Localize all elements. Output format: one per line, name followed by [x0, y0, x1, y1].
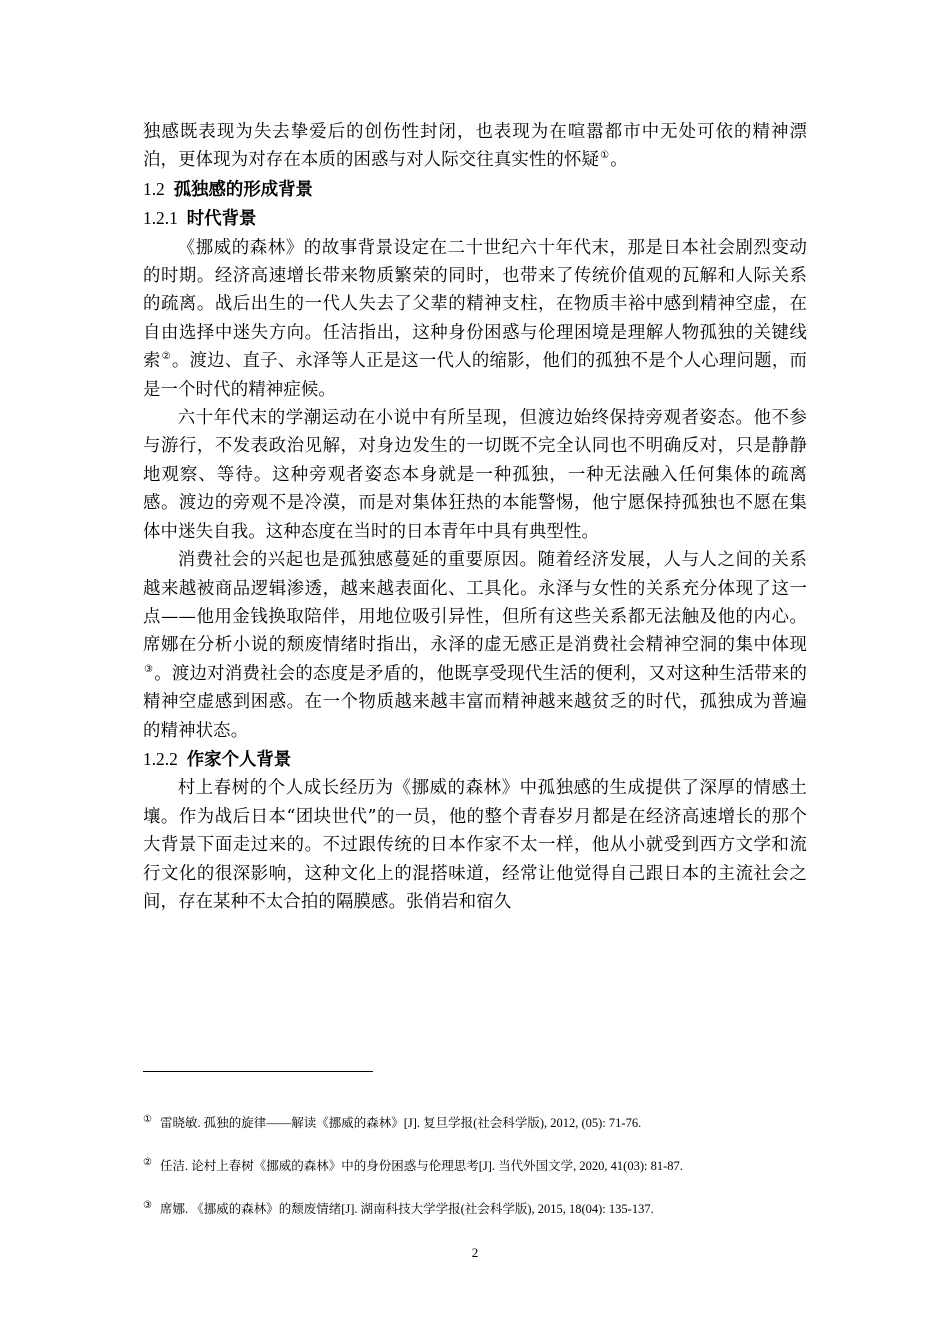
paragraph-continued: 独感既表现为失去挚爱后的创伤性封闭，也表现为在喧嚣都市中无处可依的精神漂泊，更体现为对存在本质的困惑与对人际交往真实性的怀疑①。	[143, 122, 807, 171]
page-number: 2	[471, 1245, 479, 1260]
section-heading-1-2-2: 1.2.2 作家个人背景	[143, 748, 292, 770]
paragraph-consumer-society: 消费社会的兴起也是孤独感蔓延的重要原因。随着经济发展，人与人之间的关系越来越被商品逻辑渗透，越来越表面化、工具化。永泽与女性的关系充分体现了这一点——他用金钱换取陪伴，用地位吸引异性，但所有这些关系都无法触及他的内心。席娜在分析小说的颓废情绪时指出，永泽的虚无感正是消费社会精神空洞的集中体现③。渡边对消费社会的态度是矛盾的，他既享受现代生活的便利，又对这种生活带来的精神空虚感到困惑。在一个物质越来越丰富而精神越来越贫乏的时代，孤独成为普遍的精神状态。	[143, 550, 807, 741]
footnote-ref-2[interactable]: ②	[161, 351, 171, 363]
paragraph-student-movement: 六十年代末的学潮运动在小说中有所呈现，但渡边始终保持旁观者姿态。他不参与游行，不发表政治见解，对身边发生的一切既不完全认同也不明确反对，只是静静地观察、等待。这种旁观者姿态本身就是一种孤独，一种无法融入任何集体的疏离感。渡边的旁观不是冷漠，而是对集体狂热的本能警惕，他宁愿保持孤独也不愿在集体中迷失自我。这种态度在当时的日本青年中具有典型性。	[143, 408, 807, 542]
footnote-3: ③ 席娜. 《挪威的森林》的颓废情绪[J]. 湖南科技大学学报(社会科学版), 2015, 18(04): 135-137.	[143, 1200, 654, 1216]
body-text	[143, 118, 807, 916]
section-heading-1-2-1: 1.2.1 时代背景	[143, 208, 257, 230]
footnote-2: ② 任洁. 论村上春树《挪威的森林》中的身份困惑与伦理思考[J]. 当代外国文学, 2020, 41(03): 81-87.	[143, 1157, 683, 1173]
footnote-ref-1[interactable]: ①	[600, 150, 610, 162]
footnote-ref-3[interactable]: ③	[144, 663, 154, 675]
footnotes	[143, 1108, 807, 1237]
footnote-1: ① 雷晓敏. 孤独的旋律——解读《挪威的森林》[J]. 复旦学报(社会科学版), 2012, (05): 71-76.	[143, 1114, 642, 1130]
paragraph-author-background: 村上春树的个人成长经历为《挪威的森林》中孤独感的生成提供了深厚的情感土壤。作为战后日本“团块世代”的一员，他的整个青春岁月都是在经济高速增长的那个大背景下面走过来的。不过跟传统的日本作家不太一样，他从小就受到西方文学和流行文化的很深影响，这种文化上的混搭味道，经常让他觉得自己跟日本的主流社会之间，存在某种不太合拍的隔膜感。张俏岩和宿久	[143, 778, 807, 912]
paragraph-era-background: 《挪威的森林》的故事背景设定在二十世纪六十年代末，那是日本社会剧烈变动的时期。经济高速增长带来物质繁荣的同时，也带来了传统价值观的瓦解和人际关系的疏离。战后出生的一代人失去了父辈的精神支柱，在物质丰裕中感到精神空虚，在自由选择中迷失方向。任洁指出，这种身份困惑与伦理困境是理解人物孤独的关键线索②。渡边、直子、永泽等人正是这一代人的缩影，他们的孤独不是个人心理问题，而是一个时代的精神症候。	[143, 237, 808, 400]
footnote-separator	[143, 1071, 373, 1072]
section-heading-1-2: 1.2 孤独感的形成背景	[143, 178, 313, 200]
